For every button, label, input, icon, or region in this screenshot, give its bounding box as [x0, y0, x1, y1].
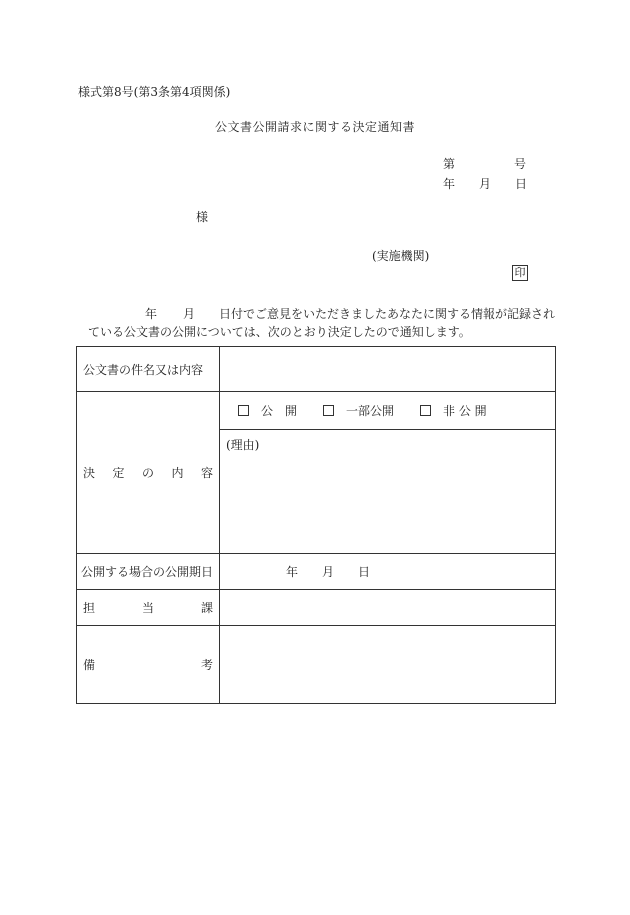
- issue-date-month: 月: [479, 177, 492, 191]
- checkbox-icon[interactable]: [323, 405, 334, 416]
- remarks-label: [77, 656, 219, 673]
- decision-label-cell: [77, 392, 220, 554]
- decision-table: [76, 346, 556, 704]
- checkbox-icon[interactable]: [420, 405, 431, 416]
- reference-dai: 第: [443, 157, 456, 171]
- public-date-month: 月: [322, 565, 335, 579]
- reason-label: (理由): [226, 438, 260, 452]
- decision-label-char: 容: [200, 466, 213, 480]
- section-label: [77, 599, 219, 616]
- decision-label-char: 内: [171, 466, 184, 480]
- section-label-char: 課: [200, 601, 213, 615]
- issue-date-year: 年: [443, 177, 456, 191]
- decision-label-char: 定: [112, 466, 125, 480]
- public-date: [220, 563, 555, 580]
- body-line-2: ている公文書の公開については、次のとおり決定したので通知します。: [88, 325, 471, 339]
- remarks-label-cell: [77, 626, 220, 704]
- document-title: 公文書公開請求に関する決定通知書: [214, 120, 415, 134]
- subject-label: 公文書の件名又は内容: [83, 362, 204, 377]
- subject-value-cell[interactable]: [220, 347, 556, 392]
- issue-date: [443, 175, 527, 192]
- reason-cell[interactable]: [220, 430, 556, 554]
- public-date-year: 年: [286, 565, 299, 579]
- remarks-label-char: 備: [83, 658, 96, 672]
- remarks-value-cell[interactable]: [220, 626, 556, 704]
- option-non-disclose-label: 非 公 開: [443, 404, 487, 418]
- section-label-char: 担: [83, 601, 96, 615]
- public-date-label: 公開する場合の公開期日: [81, 565, 214, 579]
- addressee-suffix: 様: [196, 210, 209, 224]
- section-value-cell[interactable]: [220, 590, 556, 626]
- implementing-agency: (実施機関): [372, 249, 430, 263]
- decision-label: [77, 464, 219, 481]
- public-date-day: 日: [358, 565, 371, 579]
- reference-go: 号: [514, 157, 527, 171]
- decision-options-cell: [220, 392, 556, 430]
- option-non-disclose[interactable]: [420, 402, 487, 419]
- public-date-label-cell: [77, 554, 220, 590]
- form-number: 様式第8号(第3条第4項関係): [78, 85, 231, 99]
- decision-label-char: 決: [83, 466, 96, 480]
- option-partial-disclose-label: 一部公開: [346, 404, 395, 418]
- section-label-char: 当: [141, 601, 154, 615]
- public-date-value-cell[interactable]: [220, 554, 556, 590]
- subject-label-cell: [77, 347, 220, 392]
- decision-label-char: の: [141, 466, 154, 480]
- body-month: 月: [183, 307, 196, 321]
- option-disclose-label: 公 開: [261, 404, 298, 418]
- decision-options: [220, 402, 555, 419]
- section-label-cell: [77, 590, 220, 626]
- issue-date-day: 日: [515, 177, 528, 191]
- option-partial-disclose[interactable]: [323, 402, 394, 419]
- checkbox-icon[interactable]: [238, 405, 249, 416]
- body-line-1: [145, 305, 555, 322]
- body-line-1-text: 日付でご意見をいただきましたあなたに関する情報が記録され: [219, 307, 556, 321]
- option-disclose[interactable]: [238, 402, 297, 419]
- remarks-label-char: 考: [200, 658, 213, 672]
- seal-mark: 印: [512, 265, 528, 281]
- body-year: 年: [145, 307, 158, 321]
